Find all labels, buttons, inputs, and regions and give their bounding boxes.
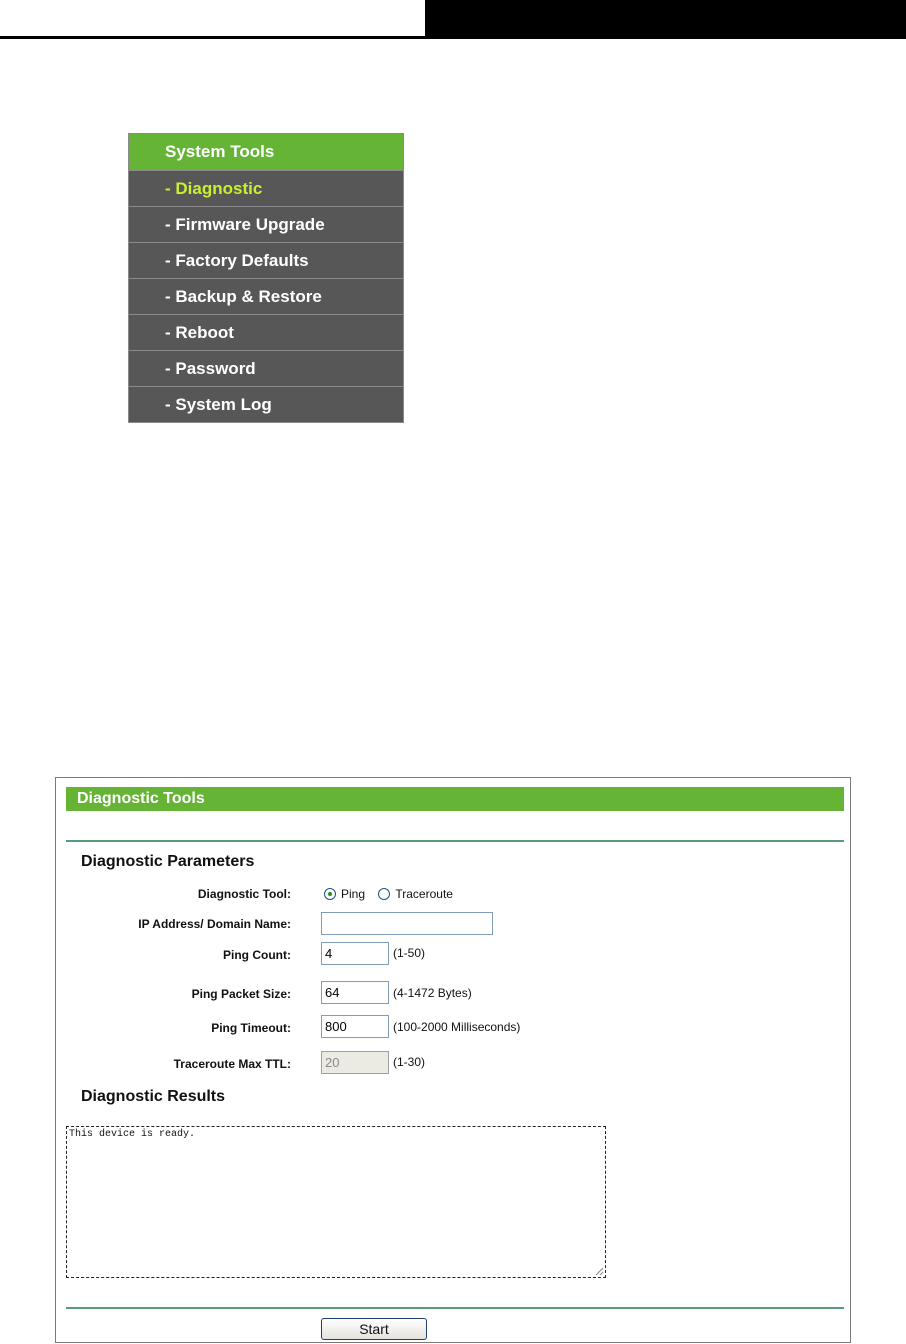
ping-timeout-input[interactable] [321, 1015, 389, 1038]
ping-timeout-hint: (100-2000 Milliseconds) [393, 1020, 521, 1034]
traceroute-radio-label: Traceroute [395, 886, 453, 901]
ip-address-label: IP Address/ Domain Name: [138, 917, 291, 931]
packet-size-label: Ping Packet Size: [191, 987, 291, 1001]
traceroute-ttl-hint: (1-30) [393, 1055, 426, 1069]
header-rule [0, 36, 906, 39]
diagnostic-tool-radio-group [324, 886, 463, 901]
results-heading: Diagnostic Results [81, 1088, 226, 1105]
menu-item-system-log[interactable]: - System Log [129, 387, 403, 422]
menu-item-backup-restore[interactable]: - Backup & Restore [129, 279, 403, 314]
menu-item-reboot[interactable]: - Reboot [129, 315, 403, 350]
start-button[interactable]: Start [321, 1318, 427, 1340]
menu-header[interactable]: System Tools [129, 134, 403, 170]
ping-radio[interactable] [324, 888, 336, 900]
resize-grip-icon[interactable] [594, 1266, 604, 1276]
traceroute-radio[interactable] [378, 888, 390, 900]
ping-timeout-label: Ping Timeout: [211, 1021, 291, 1035]
ping-count-label: Ping Count: [223, 948, 291, 962]
traceroute-ttl-input [321, 1051, 389, 1074]
menu-item-password[interactable]: - Password [129, 351, 403, 386]
menu-item-factory-defaults[interactable]: - Factory Defaults [129, 243, 403, 278]
packet-size-hint: (4-1472 Bytes) [393, 986, 472, 1000]
menu-item-diagnostic[interactable]: - Diagnostic [129, 171, 403, 206]
menu-item-firmware-upgrade[interactable]: - Firmware Upgrade [129, 207, 403, 242]
ping-count-input[interactable] [321, 942, 389, 965]
packet-size-input[interactable] [321, 981, 389, 1004]
divider [66, 840, 844, 842]
ping-count-hint: (1-50) [393, 946, 426, 960]
panel-title: Diagnostic Tools [66, 787, 844, 811]
ping-radio-label: Ping [341, 886, 366, 901]
ip-address-input[interactable] [321, 912, 493, 935]
divider-bottom [66, 1307, 844, 1309]
diagnostic-tool-label: Diagnostic Tool: [197, 887, 291, 901]
parameters-heading: Diagnostic Parameters [81, 853, 255, 870]
diagnostic-panel [55, 777, 851, 1343]
traceroute-ttl-label: Traceroute Max TTL: [173, 1057, 291, 1071]
header-black-bar [425, 0, 906, 38]
diagnostic-results-textarea[interactable] [66, 1126, 606, 1278]
system-tools-menu [128, 133, 404, 423]
